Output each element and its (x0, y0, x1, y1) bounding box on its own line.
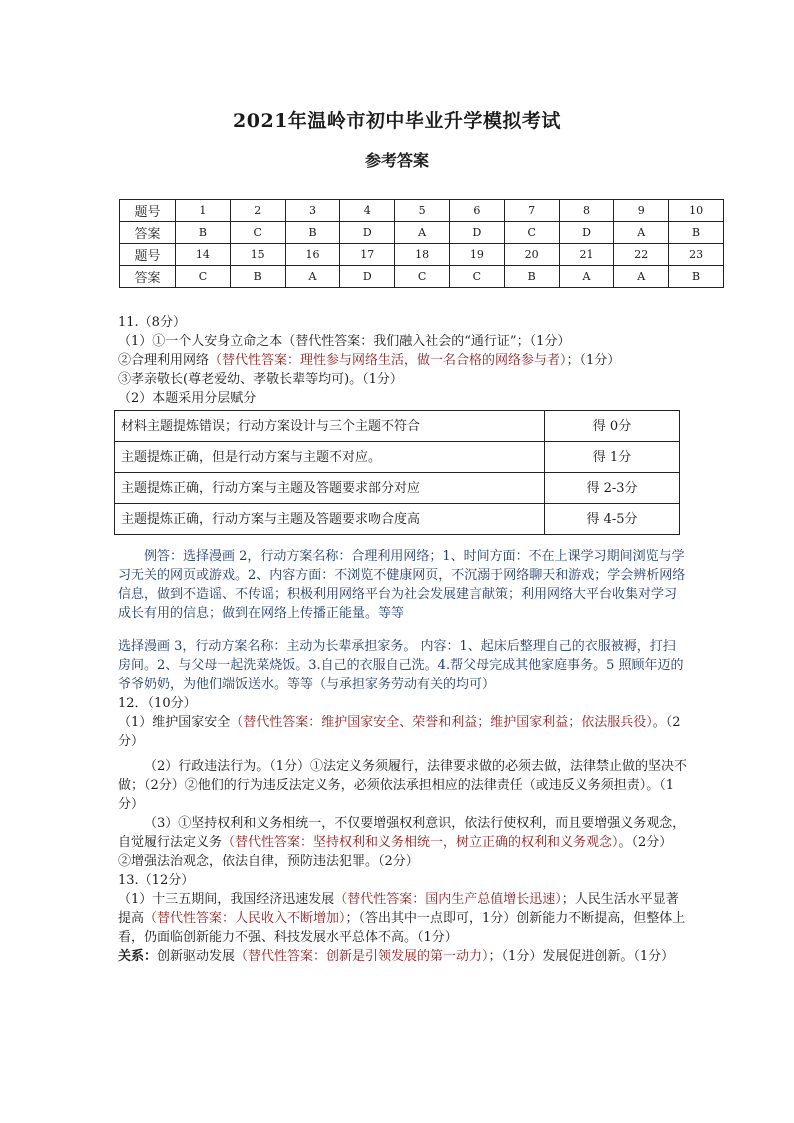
row-label: 答案 (120, 266, 176, 288)
score-note: 。（2分） (618, 835, 673, 850)
table-row (120, 222, 724, 244)
scoring-criteria: 材料主题提炼错误；行动方案设计与三个主题不符合 (115, 411, 545, 442)
answer-text: （1）维护国家安全 (118, 715, 231, 730)
score-note: 。（2分） (118, 715, 681, 749)
question-number: 2 (230, 200, 285, 222)
scoring-table (114, 410, 680, 535)
row-label: 题号 (120, 200, 176, 222)
answer-cell: B (176, 222, 231, 244)
table-row (115, 504, 680, 535)
answer-cell: A (614, 222, 669, 244)
answer-text: 创新驱动发展 (157, 949, 236, 964)
row-label: 答案 (120, 222, 176, 244)
question-number: 10 (669, 200, 724, 222)
answer-cell: A (559, 266, 614, 288)
q12-part-4: ②增强法治观念，依法自律，预防违法犯罪。（2分） (118, 854, 419, 869)
score-note: ；（1分） (566, 353, 621, 368)
table-row (115, 473, 680, 504)
table-row (120, 244, 724, 266)
answer-cell: D (449, 222, 504, 244)
question-number: 14 (176, 244, 231, 266)
table-row (120, 266, 724, 288)
alternative-answer: （替代性答案：人民收入不断增加） (144, 911, 346, 926)
answer-cell: C (395, 266, 450, 288)
answer-cell: B (669, 222, 724, 244)
answer-cell: D (340, 222, 395, 244)
scoring-points: 得 1分 (545, 442, 680, 473)
q13-part-2 (118, 947, 688, 966)
question-number: 1 (176, 200, 231, 222)
q11-line-1: （1）①一个人安身立命之本（替代性答案：我们融入社会的“通行证”；（1分） (118, 334, 571, 349)
question-number: 22 (614, 244, 669, 266)
table-row (115, 442, 680, 473)
question-number: 5 (395, 200, 450, 222)
answer-text: ；（答出其中一点即可，1分）创新能力不断提高，但整体上看，仍面临创新能力不强、科技发展水平总体不高。（1分） (118, 911, 686, 945)
alternative-answer: （替代性答案：维护国家安全、荣誉和利益；维护国家利益；依法服兵役） (230, 715, 653, 730)
answer-text: ②合理利用网络 (118, 353, 210, 368)
question-number: 4 (340, 200, 395, 222)
answer-text: （3）①坚持权利和义务相统一，不仅要增强权利意识，依法行使权利，而且要增强义务观念，自觉履行法定义务 (118, 816, 686, 850)
question-number: 23 (669, 244, 724, 266)
answer-cell: B (669, 266, 724, 288)
q11-line-4: （2）本题采用分层赋分 (118, 391, 257, 406)
q11-example-1: 例答：选择漫画 2，行动方案名称：合理利用网络；1、时间方面：不在上课学习期间浏览与学习无关的网页或游戏。2、内容方面：不浏览不健康网页，不沉溺于网络聊天和游戏；学会辨析网络信息，做到不造谣、不传谣；积极利用网络平台为社会发展建言献策；利用网络大平台收集对学习成长有用的信息；做到在网络上传播正能量。等等 (118, 549, 686, 621)
row-label: 题号 (120, 244, 176, 266)
question-number: 20 (504, 244, 559, 266)
answer-text: ；人民生活水平显著提高 (118, 892, 679, 926)
answer-cell: B (230, 266, 285, 288)
answer-cell: C (504, 222, 559, 244)
table-row (120, 200, 724, 222)
question-number: 17 (340, 244, 395, 266)
alternative-answer: （替代性答案：坚持权利和义务相统一，树立正确的权利和义务观念） (222, 835, 619, 850)
scoring-criteria: 主题提炼正确，行动方案与主题及答题要求吻合度高 (115, 504, 545, 535)
answer-cell: D (559, 222, 614, 244)
question-number: 3 (285, 200, 340, 222)
q12-part-3 (118, 814, 688, 852)
page-subtitle: 参考答案 (364, 151, 429, 170)
answer-text: （1）十三五期间，我国经济迅速发展 (118, 892, 335, 907)
answer-cell: B (285, 222, 340, 244)
answer-cell: B (504, 266, 559, 288)
question-number: 21 (559, 244, 614, 266)
alternative-answer: （替代性答案：创新是引领发展的第一动力） (235, 949, 489, 964)
question-number: 15 (230, 244, 285, 266)
scoring-criteria: 主题提炼正确，但是行动方案与主题不对应。 (115, 442, 545, 473)
q13-heading: 13.（12分） (118, 873, 195, 888)
answer-cell: D (340, 266, 395, 288)
alternative-answer: （替代性答案：国内生产总值增长迅速） (334, 892, 562, 907)
answer-cell: C (230, 222, 285, 244)
answer-cell: A (614, 266, 669, 288)
scoring-criteria: 主题提炼正确，行动方案与主题及答题要求部分对应 (115, 473, 545, 504)
answer-cell: A (395, 222, 450, 244)
answer-cell: A (285, 266, 340, 288)
table-row (115, 411, 680, 442)
q11-example-2: 选择漫画 3，行动方案名称：主动为长辈承担家务。 内容：1、起床后整理自己的衣服被褥，打扫房间。2、与父母一起洗菜烧饭。3.自己的衣服自己洗。4.帮父母完成其他家庭事务。5 照顾年迈的爷爷奶奶，为他们端饭送水。等等（与承担家务劳动有关的均可） (118, 639, 684, 692)
answer-table (119, 199, 724, 288)
q11-line-3: ③孝亲敬长(尊老爱幼、孝敬长辈等均可)。（1分） (118, 372, 403, 387)
scoring-points: 得 0分 (545, 411, 680, 442)
answer-cell: C (449, 266, 504, 288)
q11-heading: 11.（8分） (118, 315, 186, 330)
alternative-answer: （替代性答案：理性参与网络生活，做一名合格的网络参与者） (209, 353, 567, 368)
question-number: 9 (614, 200, 669, 222)
answer-cell: C (176, 266, 231, 288)
q11-line-2 (118, 351, 688, 370)
score-note: ；（1分）发展促进创新。（1分） (488, 949, 675, 964)
answer-body (118, 313, 688, 966)
question-number: 7 (504, 200, 559, 222)
question-number: 8 (559, 200, 614, 222)
relation-label: 关系： (118, 949, 158, 964)
scoring-points: 得 4-5分 (545, 504, 680, 535)
question-number: 16 (285, 244, 340, 266)
question-number: 18 (395, 244, 450, 266)
question-number: 6 (449, 200, 504, 222)
q12-heading: 12．（10分） (118, 696, 197, 711)
scoring-points: 得 2-3分 (545, 473, 680, 504)
question-number: 19 (449, 244, 504, 266)
page-title: 2021年温岭市初中毕业升学模拟考试 (233, 110, 561, 132)
q13-part-1 (118, 890, 688, 947)
q12-part-1 (118, 713, 688, 751)
q12-part-2: （2）行政违法行为。（1分）①法定义务须履行，法律要求做的必须去做，法律禁止做的坚决不做；（2分）②他们的行为违反法定义务，必须依法承担相应的法律责任（或违反义务须担责）。（1分） (118, 759, 688, 812)
